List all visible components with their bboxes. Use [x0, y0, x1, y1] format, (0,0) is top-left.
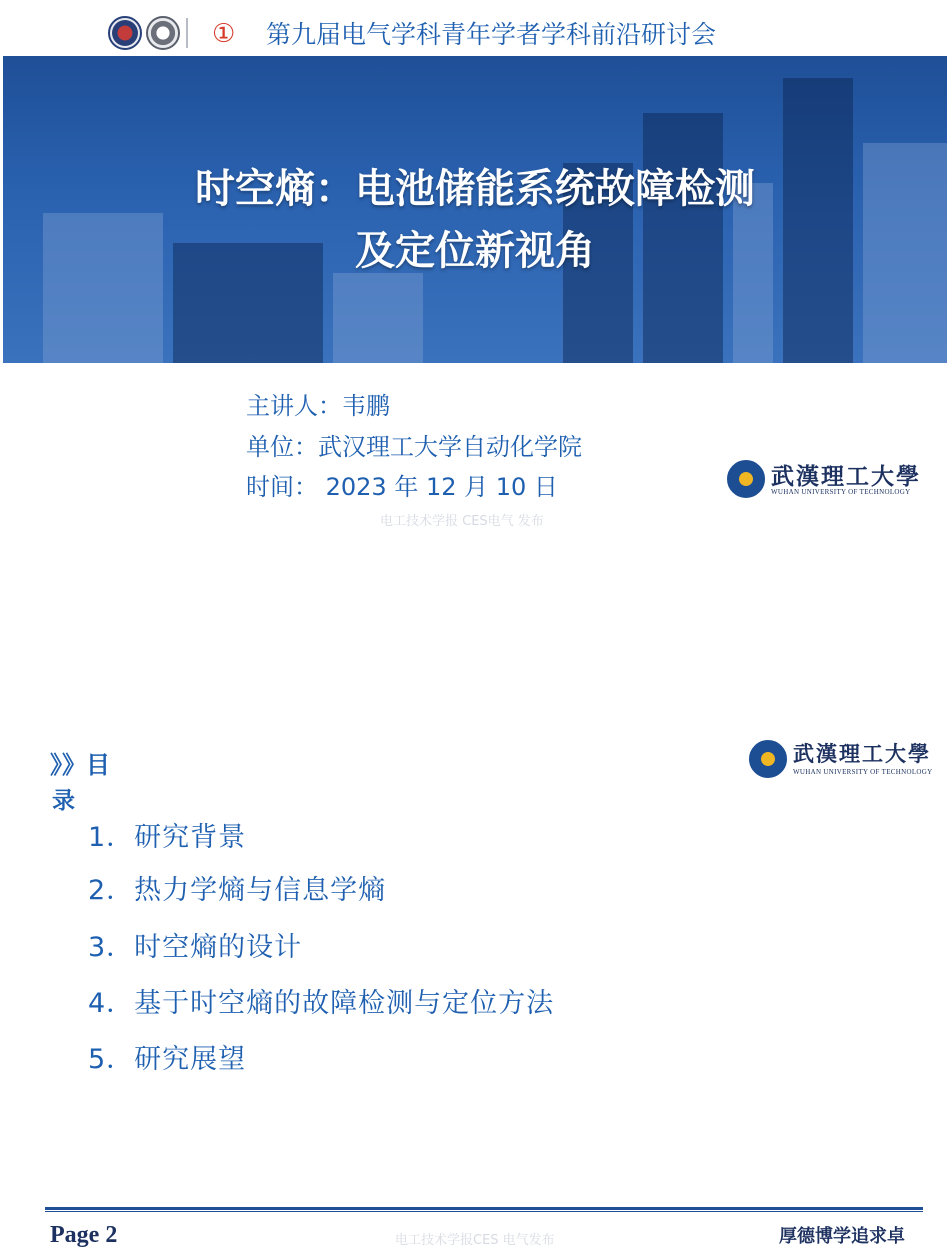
title-banner — [3, 56, 947, 363]
institution-logo-icon — [108, 16, 142, 50]
speaker-info: 主讲人：韦鹏 — [246, 392, 390, 420]
footer-watermark: 电工技术学报CES 电气发布 — [395, 1233, 555, 1248]
presentation-title-line2: 及定位新视角 — [355, 228, 595, 274]
university-english-name: WUHAN UNIVERSITY OF TECHNOLOGY — [793, 768, 933, 776]
university-emblem-icon — [749, 740, 787, 778]
university-english-name: WUHAN UNIVERSITY OF TECHNOLOGY — [771, 488, 911, 496]
toc-item: 4．基于时空熵的故障检测与定位方法 — [88, 988, 555, 1019]
affiliation-info: 单位：武汉理工大学自动化学院 — [246, 433, 582, 461]
date-info: 时间： 2023 年 12 月 10 日 — [246, 473, 558, 501]
university-emblem-icon — [727, 460, 765, 498]
university-logo — [727, 456, 921, 502]
header-divider — [186, 18, 188, 48]
page-number: Page 2 — [50, 1222, 118, 1248]
toc-item: 3．时空熵的设计 — [88, 932, 303, 963]
toc-item: 1．研究背景 — [88, 822, 247, 853]
university-name: 武漢理工大學 — [793, 741, 931, 766]
conference-header — [0, 0, 950, 56]
toc-item: 5．研究展望 — [88, 1044, 247, 1075]
watermark: 电工技术学报 CES电气 发布 — [380, 514, 544, 529]
footer-divider — [45, 1207, 923, 1210]
presentation-title-line1: 时空熵：电池储能系统故障检测 — [195, 166, 755, 212]
society-logo-icon — [146, 16, 180, 50]
toc-heading: 》》目 — [50, 751, 110, 779]
footer-divider-thin — [45, 1211, 923, 1212]
university-motto: 厚德博学追求卓 — [779, 1226, 905, 1247]
conference-title: 第九届电气学科青年学者学科前沿研讨会 — [266, 20, 717, 49]
toc-item: 2．热力学熵与信息学熵 — [88, 875, 387, 906]
circled-number: ① — [212, 19, 236, 49]
university-name: 武漢理工大學 — [771, 463, 921, 490]
university-logo — [749, 736, 933, 782]
toc-heading-continued: 录 — [52, 788, 75, 814]
